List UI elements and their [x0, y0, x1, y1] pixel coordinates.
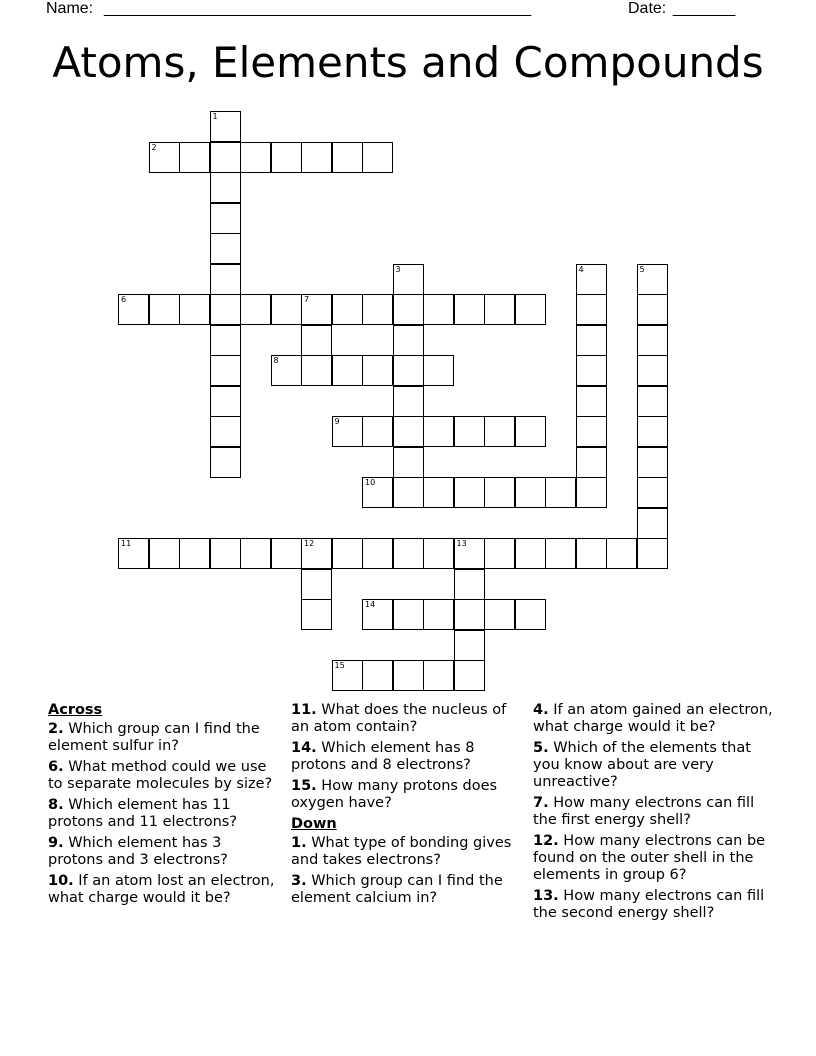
crossword-cell[interactable]	[362, 660, 393, 691]
clue-down-1	[291, 835, 523, 869]
cell-number: 7	[304, 295, 310, 304]
clue-down-7	[533, 795, 773, 829]
crossword-cell[interactable]	[393, 538, 424, 569]
cell-number: 3	[395, 264, 401, 274]
clue-text: Which group can I find the element calcium in?	[291, 873, 503, 906]
clues-column-2	[291, 702, 523, 911]
clue-text: How many electrons can be found on the outer shell in the elements in group 6?	[533, 833, 766, 883]
crossword-cell[interactable]	[393, 264, 424, 295]
crossword-cell[interactable]	[362, 538, 393, 569]
crossword-cell[interactable]	[393, 447, 424, 478]
clue-text: Which of the elements that you know about are very unreactive?	[533, 740, 751, 790]
crossword-cell[interactable]	[179, 538, 210, 569]
clue-number: 3.	[291, 873, 307, 889]
crossword-cell[interactable]	[637, 264, 668, 295]
crossword-cell[interactable]	[454, 477, 485, 508]
crossword-cell[interactable]	[210, 203, 241, 234]
crossword-cell[interactable]	[179, 294, 210, 325]
crossword-cell[interactable]	[454, 569, 485, 600]
clue-text: If an atom gained an electron, what charge would it be?	[533, 702, 773, 735]
crossword-cell[interactable]	[332, 660, 363, 691]
crossword-cell[interactable]	[149, 142, 180, 173]
crossword-cell[interactable]	[240, 538, 271, 569]
cell-number: 6	[121, 295, 127, 304]
clue-text: What type of bonding gives and takes electrons?	[291, 835, 512, 868]
crossword-cell[interactable]	[210, 264, 241, 295]
crossword-cell[interactable]	[423, 416, 454, 447]
clue-down-5	[533, 740, 773, 791]
crossword-cell[interactable]	[362, 416, 393, 447]
crossword-cell[interactable]	[637, 386, 668, 417]
cell-number: 10	[365, 478, 376, 487]
clue-number: 12.	[533, 833, 559, 849]
crossword-cell[interactable]	[210, 142, 241, 173]
crossword-cell[interactable]	[606, 538, 637, 569]
crossword-cell[interactable]	[301, 142, 332, 173]
crossword-cell[interactable]	[149, 294, 180, 325]
clue-across-6	[48, 759, 280, 793]
clue-number: 1.	[291, 835, 307, 851]
crossword-cell[interactable]	[271, 355, 302, 386]
crossword-cell[interactable]	[576, 538, 607, 569]
cell-number: 1	[212, 112, 218, 121]
crossword-cell[interactable]	[149, 538, 180, 569]
crossword-cell[interactable]	[271, 294, 302, 325]
crossword-cell[interactable]	[332, 294, 363, 325]
crossword-cell[interactable]	[301, 569, 332, 600]
clue-number: 8.	[48, 797, 64, 813]
clues-column-3	[533, 702, 773, 926]
crossword-cell[interactable]	[423, 599, 454, 630]
cell-number: 11	[121, 539, 132, 548]
clue-text: What method could we use to separate molecules by size?	[48, 759, 273, 792]
crossword-cell[interactable]	[210, 294, 241, 325]
crossword-cell[interactable]	[332, 538, 363, 569]
clue-number: 7.	[533, 795, 549, 811]
page-title: Atoms, Elements and Compounds	[52, 38, 764, 87]
down-heading: Down	[291, 816, 337, 832]
crossword-cell[interactable]	[393, 477, 424, 508]
clue-number: 5.	[533, 740, 549, 756]
clue-across-9	[48, 835, 280, 869]
crossword-cell[interactable]	[637, 325, 668, 356]
crossword-cell[interactable]	[332, 416, 363, 447]
clue-down-12	[533, 833, 773, 884]
crossword-cell[interactable]	[454, 538, 485, 569]
clue-text: If an atom lost an electron, what charge would it be?	[48, 873, 275, 906]
clue-across-2	[48, 721, 280, 755]
crossword-cell[interactable]	[515, 477, 546, 508]
cell-number: 5	[639, 264, 645, 274]
clue-across-8	[48, 797, 280, 831]
crossword-cell[interactable]	[454, 416, 485, 447]
crossword-cell[interactable]	[362, 355, 393, 386]
clue-text: How many electrons can fill the first energy shell?	[533, 795, 755, 828]
clue-across-10	[48, 873, 280, 907]
clue-number: 13.	[533, 888, 559, 904]
clue-text: How many protons does oxygen have?	[291, 778, 498, 811]
clue-across-15	[291, 778, 523, 812]
clue-text: Which element has 8 protons and 8 electrons?	[291, 740, 475, 773]
crossword-cell[interactable]	[362, 142, 393, 173]
date-field[interactable]: _______	[673, 0, 736, 17]
crossword-cell[interactable]	[423, 477, 454, 508]
crossword-cell[interactable]	[484, 294, 515, 325]
crossword-cell[interactable]	[393, 660, 424, 691]
clue-down-3	[291, 873, 523, 907]
crossword-cell[interactable]	[332, 355, 363, 386]
name-field[interactable]: ________________________________________________	[104, 0, 532, 17]
crossword-cell[interactable]	[393, 355, 424, 386]
crossword-cell[interactable]	[210, 325, 241, 356]
name-label: Name:	[46, 0, 94, 17]
crossword-cell[interactable]	[393, 416, 424, 447]
across-heading: Across	[48, 702, 103, 718]
clue-number: 14.	[291, 740, 317, 756]
crossword-cell[interactable]	[210, 233, 241, 264]
clue-across-11	[291, 702, 523, 736]
crossword-cell[interactable]	[576, 325, 607, 356]
cell-number: 12	[304, 539, 315, 548]
crossword-cell[interactable]	[637, 447, 668, 478]
clue-number: 9.	[48, 835, 64, 851]
crossword-cell[interactable]	[515, 294, 546, 325]
crossword-cell[interactable]	[362, 294, 393, 325]
cell-number: 8	[273, 356, 279, 365]
crossword-cell[interactable]	[454, 660, 485, 691]
crossword-cell[interactable]	[210, 447, 241, 478]
crossword-cell[interactable]	[423, 355, 454, 386]
crossword-cell[interactable]	[118, 538, 149, 569]
clue-number: 2.	[48, 721, 64, 737]
crossword-cell[interactable]	[515, 538, 546, 569]
crossword-cell[interactable]	[271, 538, 302, 569]
clue-down-13	[533, 888, 773, 922]
crossword-cell[interactable]	[393, 325, 424, 356]
cell-number: 9	[334, 417, 340, 426]
crossword-cell[interactable]	[576, 386, 607, 417]
crossword-cell[interactable]	[362, 477, 393, 508]
crossword-cell[interactable]	[301, 599, 332, 630]
crossword-cell[interactable]	[179, 142, 210, 173]
crossword-cell[interactable]	[271, 142, 302, 173]
cell-number: 13	[456, 539, 467, 548]
clue-across-14	[291, 740, 523, 774]
clue-text: How many electrons can fill the second energy shell?	[533, 888, 765, 921]
clue-number: 11.	[291, 702, 317, 718]
cell-number: 14	[365, 600, 376, 609]
crossword-cell[interactable]	[454, 599, 485, 630]
crossword-cell[interactable]	[484, 477, 515, 508]
crossword-cell[interactable]	[393, 386, 424, 417]
crossword-cell[interactable]	[210, 172, 241, 203]
crossword-cell[interactable]	[240, 142, 271, 173]
crossword-cell[interactable]	[576, 477, 607, 508]
crossword-cell[interactable]	[576, 294, 607, 325]
crossword-cell[interactable]	[210, 538, 241, 569]
clue-text: Which group can I find the element sulfur in?	[48, 721, 260, 754]
crossword-cell[interactable]	[637, 477, 668, 508]
cell-number: 4	[578, 264, 584, 274]
clue-down-4	[533, 702, 773, 736]
crossword-cell[interactable]	[484, 538, 515, 569]
crossword-cell[interactable]	[576, 264, 607, 295]
crossword-cell[interactable]	[576, 416, 607, 447]
crossword-cell[interactable]	[240, 294, 271, 325]
crossword-cell[interactable]	[637, 508, 668, 539]
crossword-cell[interactable]	[515, 416, 546, 447]
crossword-cell[interactable]	[210, 416, 241, 447]
crossword-cell[interactable]	[362, 599, 393, 630]
crossword-cell[interactable]	[423, 538, 454, 569]
crossword-cell[interactable]	[484, 599, 515, 630]
crossword-cell[interactable]	[301, 355, 332, 386]
clue-number: 15.	[291, 778, 317, 794]
clue-text: What does the nucleus of an atom contain?	[291, 702, 507, 735]
crossword-cell[interactable]	[301, 294, 332, 325]
crossword-cell[interactable]	[210, 111, 241, 142]
crossword-cell[interactable]	[210, 386, 241, 417]
crossword-cell[interactable]	[454, 630, 485, 661]
crossword-cell[interactable]	[118, 294, 149, 325]
crossword-cell[interactable]	[637, 294, 668, 325]
crossword-cell[interactable]	[393, 599, 424, 630]
crossword-cell[interactable]	[637, 538, 668, 569]
crossword-cell[interactable]	[423, 660, 454, 691]
clue-text: Which element has 11 protons and 11 electrons?	[48, 797, 238, 830]
clues-column-1	[48, 702, 280, 911]
date-label: Date:	[628, 0, 667, 17]
clue-text: Which element has 3 protons and 3 electrons?	[48, 835, 228, 868]
crossword-cell[interactable]	[637, 355, 668, 386]
crossword-cell[interactable]	[454, 294, 485, 325]
clue-number: 6.	[48, 759, 64, 775]
crossword-cell[interactable]	[332, 142, 363, 173]
crossword-cell[interactable]	[484, 416, 515, 447]
crossword-cell[interactable]	[210, 355, 241, 386]
crossword-cell[interactable]	[545, 477, 576, 508]
cell-number: 2	[151, 142, 157, 152]
crossword-cell[interactable]	[637, 416, 668, 447]
crossword-cell[interactable]	[515, 599, 546, 630]
crossword-cell[interactable]	[423, 294, 454, 325]
crossword-cell[interactable]	[545, 538, 576, 569]
crossword-cell[interactable]	[301, 325, 332, 356]
crossword-cell[interactable]	[576, 447, 607, 478]
clue-number: 4.	[533, 702, 549, 718]
crossword-cell[interactable]	[301, 538, 332, 569]
clue-number: 10.	[48, 873, 74, 889]
cell-number: 15	[334, 661, 345, 670]
crossword-cell[interactable]	[393, 294, 424, 325]
crossword-cell[interactable]	[576, 355, 607, 386]
